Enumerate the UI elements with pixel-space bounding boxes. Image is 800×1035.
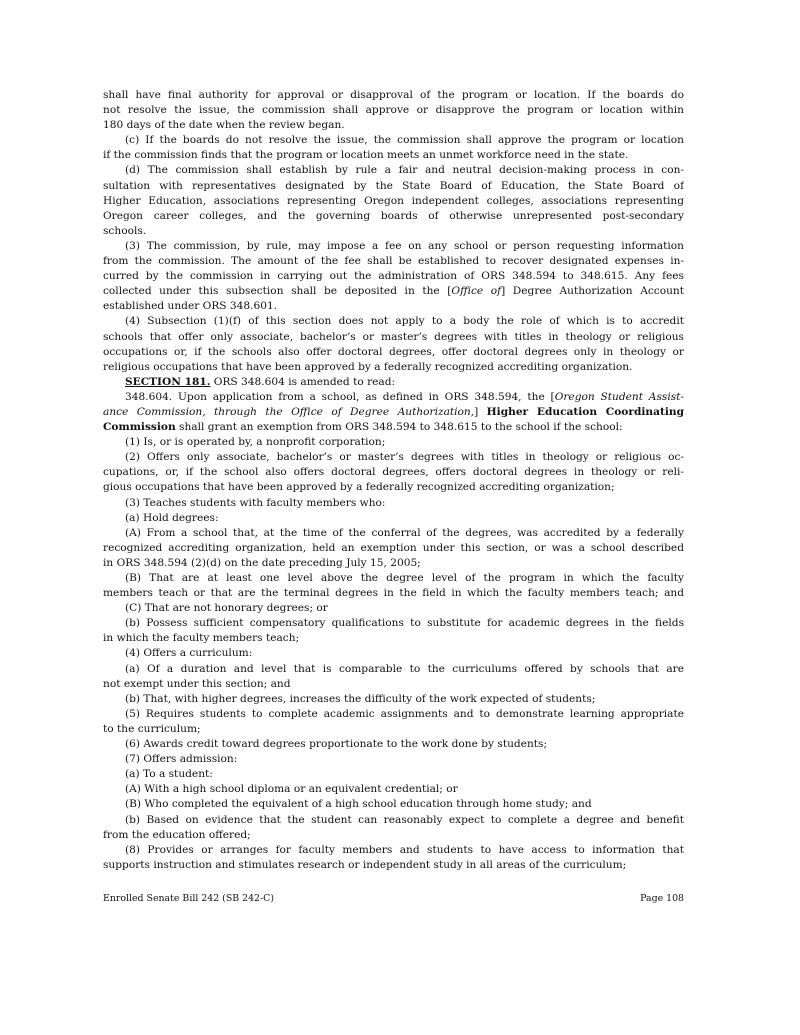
text-line: collected under this subsection shall be deposited in the [Office of] Degree Authorization Account xyxy=(103,285,684,298)
text-line: not exempt under this section; and xyxy=(103,677,291,690)
text-line: (b) That, with higher degrees, increases the difficulty of the work expected of students; xyxy=(125,692,596,705)
text-line: (C) That are not honorary degrees; or xyxy=(125,602,328,615)
section-heading: SECTION 181. ORS 348.604 is amended to read: xyxy=(125,375,396,388)
text-line: (b) Possess sufficient compensatory qualifications to substitute for academic degrees in the fields xyxy=(125,617,684,630)
text-line: schools. xyxy=(103,224,147,237)
text-line: to the curriculum; xyxy=(103,722,201,735)
text-line: recognized accrediting organization, held an exemption under this section, or was a school described xyxy=(103,541,684,554)
text-line: (4) Offers a curriculum: xyxy=(125,647,253,660)
text-line: (5) Requires students to complete academic assignments and to demonstrate learning appropriate xyxy=(125,707,684,720)
page-number: Page 108 xyxy=(640,893,684,904)
text-line: cupations, or, if the school also offers doctoral degrees, offers doctoral degrees in theology or reli- xyxy=(103,466,684,479)
text-line: in ORS 348.594 (2)(d) on the date preceding July 15, 2005; xyxy=(103,556,421,569)
text-line: if the commission finds that the program or location meets an unmet workforce need in the state. xyxy=(103,149,629,162)
text-line: (B) That are at least one level above the degree level of the program in which the faculty xyxy=(125,572,684,584)
text-line: Oregon career colleges, and the governing boards of otherwise unrepresented post-secondary xyxy=(103,209,684,222)
text-line: curred by the commission in carrying out the administration of ORS 348.594 to 348.615. Any fees xyxy=(103,270,684,283)
text-line: shall have final authority for approval or disapproval of the program or location. If the boards do xyxy=(103,89,684,101)
text-line: gious occupations that have been approved by a federally recognized accrediting organization; xyxy=(103,481,615,494)
text-line: members teach or that are the terminal degrees in the field in which the faculty members teach; and xyxy=(103,587,684,600)
text-line: sultation with representatives designated by the State Board of Education, the State Board of xyxy=(103,179,684,192)
text-line: established under ORS 348.601. xyxy=(103,300,278,313)
text-line: (7) Offers admission: xyxy=(125,753,238,766)
bill-identifier: Enrolled Senate Bill 242 (SB 242-C) xyxy=(103,893,275,904)
text-line: in which the faculty members teach; xyxy=(103,632,300,645)
text-line: occupations or, if the schools also offer doctoral degrees, offer doctoral degrees only in theology or xyxy=(103,345,684,358)
text-line: schools that offer only associate, bachelor’s or master’s degrees with titles in theology or religious xyxy=(103,330,684,343)
text-line: 180 days of the date when the review began. xyxy=(103,119,345,132)
text-line: religious occupations that have been approved by a federally recognized accrediting organization. xyxy=(103,360,633,373)
text-line: from the education offered; xyxy=(103,828,251,841)
text-line: from the commission. The amount of the fee shall be established to recover designated expenses in- xyxy=(103,255,684,268)
text-line: (A) From a school that, at the time of the conferral of the degrees, was accredited by a federally xyxy=(125,526,684,539)
text-line: not resolve the issue, the commission shall approve or disapprove the program or location within xyxy=(103,104,684,117)
text-line: (d) The commission shall establish by rule a fair and neutral decision-making process in con- xyxy=(125,164,684,177)
text-line: ance Commission, through the Office of Degree Authorization,] Higher Education Coordinating xyxy=(103,405,684,418)
text-line: (2) Offers only associate, bachelor’s or master’s degrees with titles in theology or religious oc- xyxy=(125,451,684,464)
text-line: supports instruction and stimulates research or independent study in all areas of the curriculum; xyxy=(103,858,627,871)
text-line: (1) Is, or is operated by, a nonprofit corporation; xyxy=(125,436,386,449)
text-line: (6) Awards credit toward degrees proportionate to the work done by students; xyxy=(125,738,548,751)
text-line: (a) Hold degrees: xyxy=(125,511,219,524)
text-line: Higher Education, associations representing Oregon independent colleges, associations representing xyxy=(103,194,684,207)
text-line: (8) Provides or arranges for faculty members and students to have access to information that xyxy=(125,843,684,856)
text-line: (4) Subsection (1)(f) of this section does not apply to a body the role of which is to accredit xyxy=(125,315,684,328)
text-line: (b) Based on evidence that the student can reasonably expect to complete a degree and benefit xyxy=(125,813,684,826)
text-line: (B) Who completed the equivalent of a high school education through home study; and xyxy=(125,798,592,811)
text-line: 348.604. Upon application from a school, as defined in ORS 348.594, the [Oregon Student Assist- xyxy=(125,390,684,403)
text-line: (A) With a high school diploma or an equivalent credential; or xyxy=(125,783,458,796)
text-line: (3) The commission, by rule, may impose a fee on any school or person requesting information xyxy=(125,239,684,252)
text-line: (c) If the boards do not resolve the issue, the commission shall approve the program or location xyxy=(125,134,684,147)
text-line: (a) To a student: xyxy=(125,768,213,781)
document-body xyxy=(103,88,684,873)
text-line: (3) Teaches students with faculty members who: xyxy=(125,496,386,509)
text-line: (a) Of a duration and level that is comparable to the curriculums offered by schools that are xyxy=(125,662,684,675)
page-footer xyxy=(103,893,684,904)
text-line: Commission shall grant an exemption from ORS 348.594 to 348.615 to the school if the school: xyxy=(103,421,623,434)
